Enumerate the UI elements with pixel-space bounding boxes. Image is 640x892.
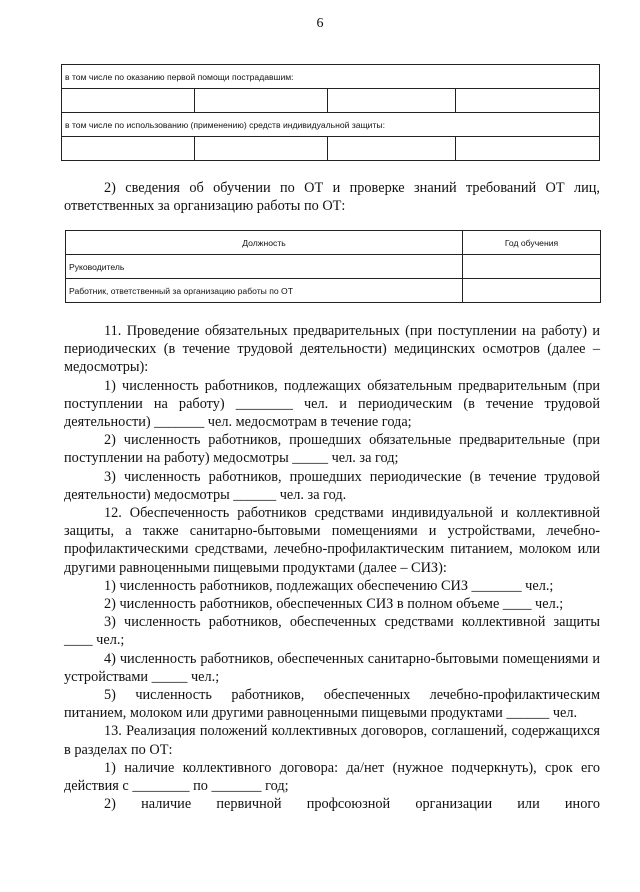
paragraph: 1) численность работников, подлежащих обеспечению СИЗ _______ чел.;	[104, 577, 554, 594]
paragraph: 5) численность работников, обеспеченных лечебно-профилактическим питанием, молоком или другими равноценными пищевыми продуктами ______ чел.	[64, 687, 600, 722]
training-stats-table	[61, 64, 600, 161]
main-text	[64, 322, 600, 813]
table-cell	[195, 137, 328, 161]
paragraph: 3) численность работников, прошедших периодические (в течение трудовой деятельности) медосмотры ______ чел. за год.	[64, 468, 600, 503]
table-row-label: Руководитель	[66, 255, 463, 279]
table-row-label: в том числе по оказанию первой помощи пострадавшим:	[62, 65, 600, 89]
paragraph: 1) наличие коллективного договора: да/нет (нужное подчеркнуть), срок его действия с ________ по _______ год;	[64, 759, 600, 795]
paragraph: 1) численность работников, подлежащих обязательным предварительным (при поступлении на работу) ________ чел. и периодическим (в течение трудовой деятельности) _______ чел. медосмотрам в течение года;	[64, 377, 600, 431]
paragraph: 12. Обеспеченность работников средствами индивидуальной и коллективной защиты, а также санитарно-бытовыми помещениями и устройствами, лечебно-профилактическими средствами, лечебно-профилактическим питанием, молоком или другими равноценными пищевыми продуктами (далее – СИЗ):	[64, 505, 600, 576]
paragraph: 11. Проведение обязательных предварительных (при поступлении на работу) и периодических (в течение трудовой деятельности) медицинских осмотров (далее – медосмотры):	[64, 323, 600, 376]
table-cell	[463, 255, 601, 279]
table-cell	[62, 89, 195, 113]
table-cell	[463, 279, 601, 303]
paragraph: 3) численность работников, обеспеченных средствами коллективной защиты ____ чел.;	[64, 614, 600, 649]
paragraph-training: 2) сведения об обучении по ОТ и проверке знаний требований ОТ лиц, ответственных за организацию работы по ОТ:	[64, 180, 600, 215]
table-cell	[328, 137, 456, 161]
table-row-label: Работник, ответственный за организацию работы по ОТ	[66, 279, 463, 303]
table-cell	[62, 137, 195, 161]
table-cell	[195, 89, 328, 113]
column-header-year: Год обучения	[463, 231, 601, 255]
column-header-position: Должность	[66, 231, 463, 255]
table-cell	[328, 89, 456, 113]
training-records-table	[65, 230, 601, 303]
paragraph: 2) численность работников, обеспеченных СИЗ в полном объеме ____ чел.;	[104, 596, 564, 613]
paragraph: 2) численность работников, прошедших обязательные предварительные (при поступлении на работу) медосмотры _____ чел. за год;	[64, 432, 600, 467]
paragraph: 2) наличие первичной профсоюзной организации или иного	[104, 796, 600, 813]
table-cell	[456, 89, 600, 113]
table-cell	[456, 137, 600, 161]
paragraph: 13. Реализация положений коллективных договоров, соглашений, содержащихся в разделах по ОТ:	[64, 723, 600, 758]
paragraph: 4) численность работников, обеспеченных санитарно-бытовыми помещениями и устройствами _____ чел.;	[64, 650, 600, 685]
page-number: 6	[316, 16, 324, 31]
table-row-label: в том числе по использованию (применению) средств индивидуальной защиты:	[62, 113, 600, 137]
